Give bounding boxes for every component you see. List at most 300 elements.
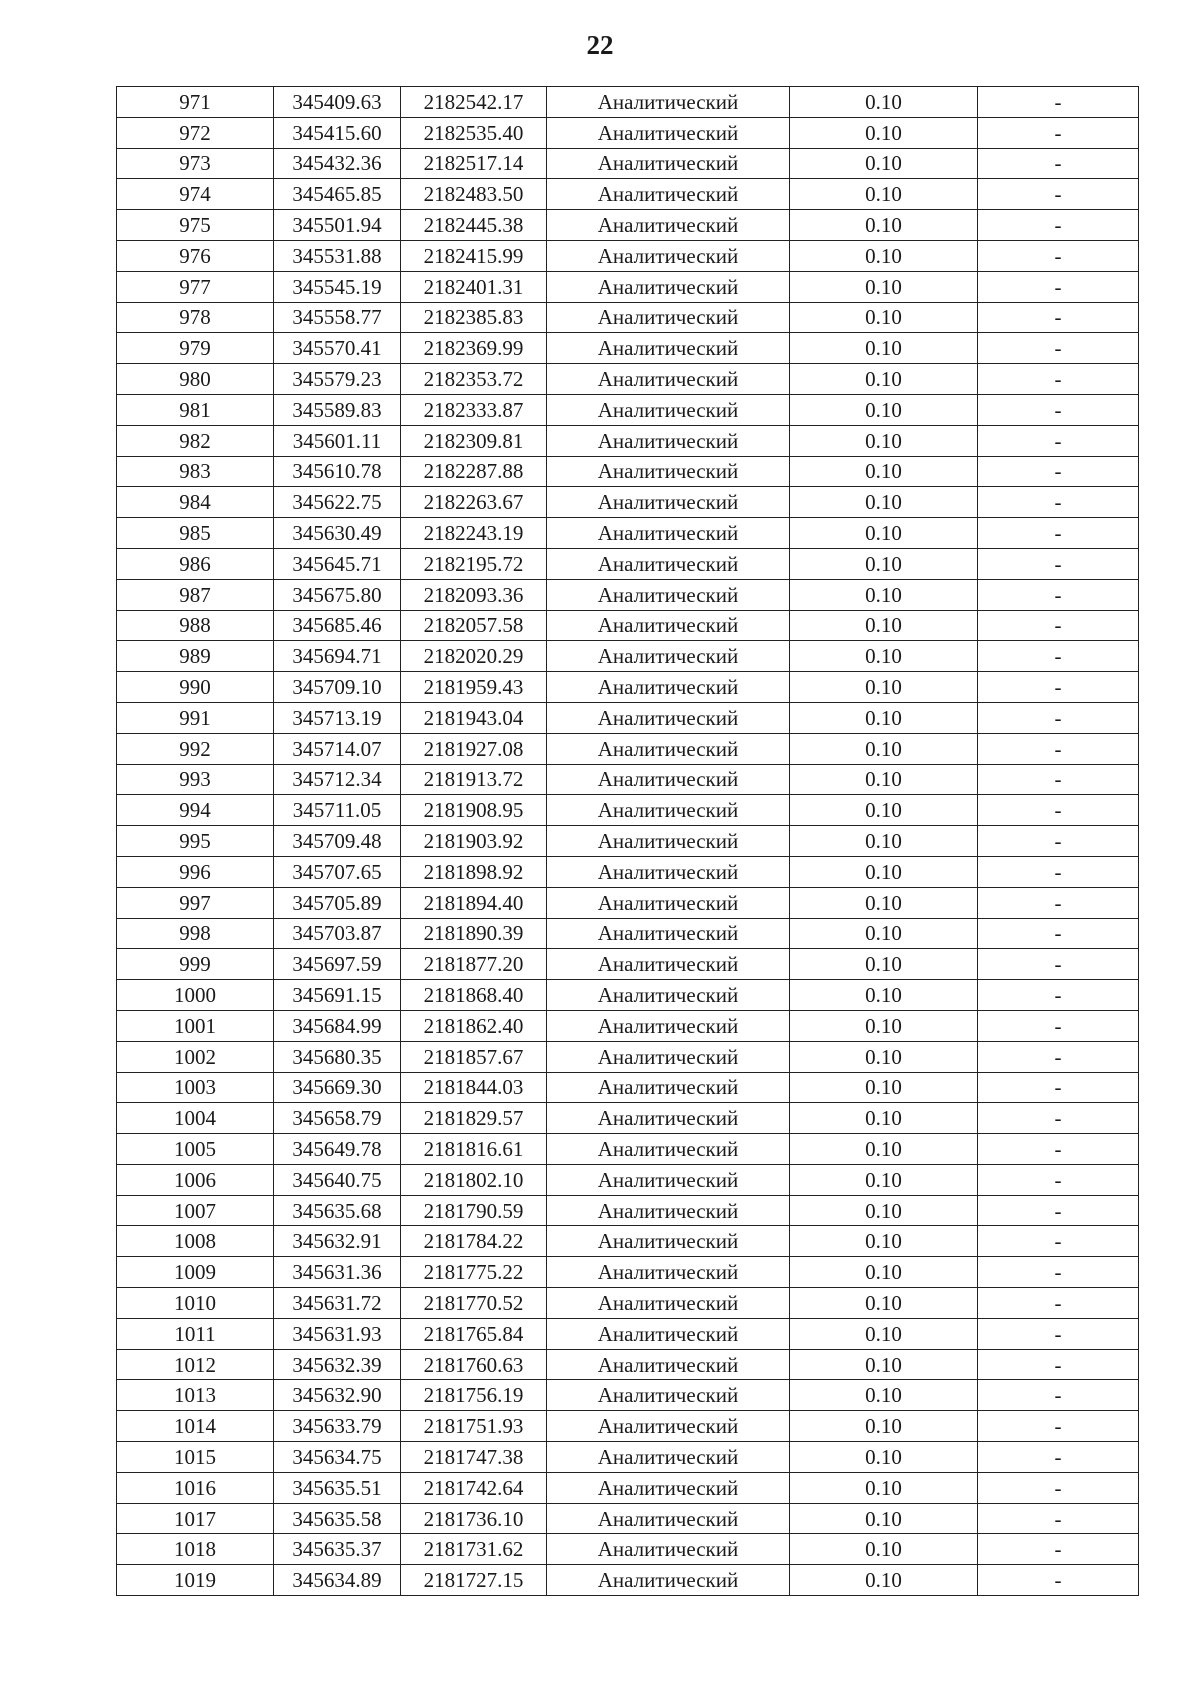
point-number-cell: 1014 — [117, 1411, 274, 1442]
method-cell: Аналитический — [547, 1503, 790, 1534]
table-row — [117, 1349, 1139, 1380]
x-coordinate-cell: 345601.11 — [274, 425, 401, 456]
y-coordinate-cell: 2181747.38 — [401, 1442, 547, 1473]
x-coordinate-cell: 345631.36 — [274, 1257, 401, 1288]
y-coordinate-cell: 2181959.43 — [401, 672, 547, 703]
method-cell: Аналитический — [547, 887, 790, 918]
accuracy-cell: 0.10 — [790, 1288, 978, 1319]
note-cell: - — [978, 826, 1139, 857]
y-coordinate-cell: 2182309.81 — [401, 425, 547, 456]
point-number-cell: 1002 — [117, 1041, 274, 1072]
point-number-cell: 999 — [117, 949, 274, 980]
note-cell: - — [978, 949, 1139, 980]
method-cell: Аналитический — [547, 425, 790, 456]
y-coordinate-cell: 2181913.72 — [401, 764, 547, 795]
table-row — [117, 702, 1139, 733]
point-number-cell: 973 — [117, 148, 274, 179]
point-number-cell: 971 — [117, 87, 274, 118]
x-coordinate-cell: 345610.78 — [274, 456, 401, 487]
table-row — [117, 1288, 1139, 1319]
accuracy-cell: 0.10 — [790, 1257, 978, 1288]
method-cell: Аналитический — [547, 949, 790, 980]
point-number-cell: 975 — [117, 210, 274, 241]
method-cell: Аналитический — [547, 579, 790, 610]
y-coordinate-cell: 2182483.50 — [401, 179, 547, 210]
note-cell: - — [978, 394, 1139, 425]
point-number-cell: 1015 — [117, 1442, 274, 1473]
x-coordinate-cell: 345501.94 — [274, 210, 401, 241]
table-row — [117, 518, 1139, 549]
x-coordinate-cell: 345669.30 — [274, 1072, 401, 1103]
method-cell: Аналитический — [547, 918, 790, 949]
point-number-cell: 1019 — [117, 1565, 274, 1596]
table-row — [117, 117, 1139, 148]
table-row — [117, 1164, 1139, 1195]
accuracy-cell: 0.10 — [790, 1442, 978, 1473]
note-cell: - — [978, 518, 1139, 549]
accuracy-cell: 0.10 — [790, 1565, 978, 1596]
note-cell: - — [978, 918, 1139, 949]
method-cell: Аналитический — [547, 1195, 790, 1226]
note-cell: - — [978, 1134, 1139, 1165]
y-coordinate-cell: 2182353.72 — [401, 364, 547, 395]
accuracy-cell: 0.10 — [790, 1134, 978, 1165]
point-number-cell: 1001 — [117, 1010, 274, 1041]
y-coordinate-cell: 2182415.99 — [401, 240, 547, 271]
point-number-cell: 997 — [117, 887, 274, 918]
x-coordinate-cell: 345645.71 — [274, 548, 401, 579]
point-number-cell: 1012 — [117, 1349, 274, 1380]
accuracy-cell: 0.10 — [790, 764, 978, 795]
x-coordinate-cell: 345685.46 — [274, 610, 401, 641]
x-coordinate-cell: 345635.68 — [274, 1195, 401, 1226]
point-number-cell: 1006 — [117, 1164, 274, 1195]
x-coordinate-cell: 345545.19 — [274, 271, 401, 302]
table-row — [117, 302, 1139, 333]
method-cell: Аналитический — [547, 1257, 790, 1288]
note-cell: - — [978, 1257, 1139, 1288]
x-coordinate-cell: 345713.19 — [274, 702, 401, 733]
note-cell: - — [978, 240, 1139, 271]
note-cell: - — [978, 1288, 1139, 1319]
accuracy-cell: 0.10 — [790, 1380, 978, 1411]
note-cell: - — [978, 1226, 1139, 1257]
note-cell: - — [978, 456, 1139, 487]
note-cell: - — [978, 333, 1139, 364]
method-cell: Аналитический — [547, 148, 790, 179]
accuracy-cell: 0.10 — [790, 1349, 978, 1380]
method-cell: Аналитический — [547, 733, 790, 764]
x-coordinate-cell: 345632.90 — [274, 1380, 401, 1411]
y-coordinate-cell: 2181727.15 — [401, 1565, 547, 1596]
y-coordinate-cell: 2182517.14 — [401, 148, 547, 179]
method-cell: Аналитический — [547, 302, 790, 333]
table-row — [117, 1010, 1139, 1041]
method-cell: Аналитический — [547, 518, 790, 549]
table-row — [117, 364, 1139, 395]
point-number-cell: 977 — [117, 271, 274, 302]
table-row — [117, 1442, 1139, 1473]
accuracy-cell: 0.10 — [790, 702, 978, 733]
y-coordinate-cell: 2182401.31 — [401, 271, 547, 302]
note-cell: - — [978, 887, 1139, 918]
y-coordinate-cell: 2181829.57 — [401, 1103, 547, 1134]
point-number-cell: 984 — [117, 487, 274, 518]
x-coordinate-cell: 345635.51 — [274, 1472, 401, 1503]
x-coordinate-cell: 345640.75 — [274, 1164, 401, 1195]
method-cell: Аналитический — [547, 672, 790, 703]
method-cell: Аналитический — [547, 117, 790, 148]
note-cell: - — [978, 1442, 1139, 1473]
note-cell: - — [978, 1164, 1139, 1195]
x-coordinate-cell: 345684.99 — [274, 1010, 401, 1041]
accuracy-cell: 0.10 — [790, 1318, 978, 1349]
y-coordinate-cell: 2182020.29 — [401, 641, 547, 672]
method-cell: Аналитический — [547, 1380, 790, 1411]
point-number-cell: 983 — [117, 456, 274, 487]
x-coordinate-cell: 345709.48 — [274, 826, 401, 857]
point-number-cell: 976 — [117, 240, 274, 271]
note-cell: - — [978, 1349, 1139, 1380]
accuracy-cell: 0.10 — [790, 394, 978, 425]
point-number-cell: 1013 — [117, 1380, 274, 1411]
method-cell: Аналитический — [547, 1072, 790, 1103]
table-row — [117, 1380, 1139, 1411]
table-row — [117, 1472, 1139, 1503]
point-number-cell: 980 — [117, 364, 274, 395]
x-coordinate-cell: 345714.07 — [274, 733, 401, 764]
y-coordinate-cell: 2181756.19 — [401, 1380, 547, 1411]
method-cell: Аналитический — [547, 1565, 790, 1596]
accuracy-cell: 0.10 — [790, 856, 978, 887]
accuracy-cell: 0.10 — [790, 302, 978, 333]
method-cell: Аналитический — [547, 333, 790, 364]
method-cell: Аналитический — [547, 240, 790, 271]
note-cell: - — [978, 302, 1139, 333]
x-coordinate-cell: 345712.34 — [274, 764, 401, 795]
point-number-cell: 1008 — [117, 1226, 274, 1257]
point-number-cell: 1007 — [117, 1195, 274, 1226]
note-cell: - — [978, 548, 1139, 579]
y-coordinate-cell: 2181765.84 — [401, 1318, 547, 1349]
point-number-cell: 982 — [117, 425, 274, 456]
note-cell: - — [978, 795, 1139, 826]
method-cell: Аналитический — [547, 764, 790, 795]
note-cell: - — [978, 1503, 1139, 1534]
accuracy-cell: 0.10 — [790, 1226, 978, 1257]
point-number-cell: 1009 — [117, 1257, 274, 1288]
point-number-cell: 987 — [117, 579, 274, 610]
table-row — [117, 1534, 1139, 1565]
method-cell: Аналитический — [547, 394, 790, 425]
y-coordinate-cell: 2181898.92 — [401, 856, 547, 887]
table-row — [117, 87, 1139, 118]
method-cell: Аналитический — [547, 1164, 790, 1195]
table-row — [117, 856, 1139, 887]
accuracy-cell: 0.10 — [790, 1103, 978, 1134]
note-cell: - — [978, 733, 1139, 764]
method-cell: Аналитический — [547, 1442, 790, 1473]
table-row — [117, 425, 1139, 456]
x-coordinate-cell: 345697.59 — [274, 949, 401, 980]
x-coordinate-cell: 345705.89 — [274, 887, 401, 918]
x-coordinate-cell: 345635.58 — [274, 1503, 401, 1534]
accuracy-cell: 0.10 — [790, 1041, 978, 1072]
note-cell: - — [978, 641, 1139, 672]
table-row — [117, 733, 1139, 764]
coordinates-table — [116, 86, 1139, 1596]
method-cell: Аналитический — [547, 856, 790, 887]
y-coordinate-cell: 2181742.64 — [401, 1472, 547, 1503]
table-row — [117, 918, 1139, 949]
point-number-cell: 972 — [117, 117, 274, 148]
method-cell: Аналитический — [547, 548, 790, 579]
table-row — [117, 579, 1139, 610]
method-cell: Аналитический — [547, 1226, 790, 1257]
point-number-cell: 1000 — [117, 980, 274, 1011]
note-cell: - — [978, 87, 1139, 118]
y-coordinate-cell: 2182542.17 — [401, 87, 547, 118]
table-row — [117, 1257, 1139, 1288]
accuracy-cell: 0.10 — [790, 672, 978, 703]
note-cell: - — [978, 148, 1139, 179]
note-cell: - — [978, 1010, 1139, 1041]
note-cell: - — [978, 425, 1139, 456]
x-coordinate-cell: 345531.88 — [274, 240, 401, 271]
note-cell: - — [978, 210, 1139, 241]
note-cell: - — [978, 1318, 1139, 1349]
y-coordinate-cell: 2181877.20 — [401, 949, 547, 980]
accuracy-cell: 0.10 — [790, 826, 978, 857]
table-row — [117, 456, 1139, 487]
method-cell: Аналитический — [547, 610, 790, 641]
method-cell: Аналитический — [547, 1318, 790, 1349]
y-coordinate-cell: 2181736.10 — [401, 1503, 547, 1534]
x-coordinate-cell: 345634.89 — [274, 1565, 401, 1596]
note-cell: - — [978, 856, 1139, 887]
y-coordinate-cell: 2182445.38 — [401, 210, 547, 241]
x-coordinate-cell: 345630.49 — [274, 518, 401, 549]
method-cell: Аналитический — [547, 1134, 790, 1165]
method-cell: Аналитический — [547, 271, 790, 302]
table-row — [117, 795, 1139, 826]
point-number-cell: 988 — [117, 610, 274, 641]
y-coordinate-cell: 2181802.10 — [401, 1164, 547, 1195]
accuracy-cell: 0.10 — [790, 425, 978, 456]
accuracy-cell: 0.10 — [790, 548, 978, 579]
accuracy-cell: 0.10 — [790, 1503, 978, 1534]
y-coordinate-cell: 2181816.61 — [401, 1134, 547, 1165]
y-coordinate-cell: 2182057.58 — [401, 610, 547, 641]
x-coordinate-cell: 345711.05 — [274, 795, 401, 826]
point-number-cell: 1003 — [117, 1072, 274, 1103]
point-number-cell: 1016 — [117, 1472, 274, 1503]
table-row — [117, 949, 1139, 980]
point-number-cell: 992 — [117, 733, 274, 764]
table-row — [117, 980, 1139, 1011]
point-number-cell: 993 — [117, 764, 274, 795]
accuracy-cell: 0.10 — [790, 918, 978, 949]
y-coordinate-cell: 2182333.87 — [401, 394, 547, 425]
table-row — [117, 179, 1139, 210]
note-cell: - — [978, 487, 1139, 518]
note-cell: - — [978, 1472, 1139, 1503]
table-row — [117, 1411, 1139, 1442]
coordinates-table-body — [117, 87, 1139, 1596]
method-cell: Аналитический — [547, 1103, 790, 1134]
x-coordinate-cell: 345632.39 — [274, 1349, 401, 1380]
note-cell: - — [978, 1072, 1139, 1103]
table-row — [117, 548, 1139, 579]
point-number-cell: 998 — [117, 918, 274, 949]
accuracy-cell: 0.10 — [790, 333, 978, 364]
x-coordinate-cell: 345415.60 — [274, 117, 401, 148]
method-cell: Аналитический — [547, 1411, 790, 1442]
x-coordinate-cell: 345632.91 — [274, 1226, 401, 1257]
y-coordinate-cell: 2181894.40 — [401, 887, 547, 918]
x-coordinate-cell: 345570.41 — [274, 333, 401, 364]
accuracy-cell: 0.10 — [790, 887, 978, 918]
table-row — [117, 641, 1139, 672]
note-cell: - — [978, 764, 1139, 795]
x-coordinate-cell: 345465.85 — [274, 179, 401, 210]
accuracy-cell: 0.10 — [790, 117, 978, 148]
method-cell: Аналитический — [547, 210, 790, 241]
point-number-cell: 1017 — [117, 1503, 274, 1534]
y-coordinate-cell: 2181844.03 — [401, 1072, 547, 1103]
x-coordinate-cell: 345622.75 — [274, 487, 401, 518]
y-coordinate-cell: 2181784.22 — [401, 1226, 547, 1257]
accuracy-cell: 0.10 — [790, 949, 978, 980]
y-coordinate-cell: 2181943.04 — [401, 702, 547, 733]
point-number-cell: 986 — [117, 548, 274, 579]
y-coordinate-cell: 2181908.95 — [401, 795, 547, 826]
accuracy-cell: 0.10 — [790, 518, 978, 549]
point-number-cell: 995 — [117, 826, 274, 857]
method-cell: Аналитический — [547, 1534, 790, 1565]
method-cell: Аналитический — [547, 795, 790, 826]
x-coordinate-cell: 345635.37 — [274, 1534, 401, 1565]
point-number-cell: 974 — [117, 179, 274, 210]
method-cell: Аналитический — [547, 487, 790, 518]
method-cell: Аналитический — [547, 1349, 790, 1380]
point-number-cell: 994 — [117, 795, 274, 826]
y-coordinate-cell: 2181857.67 — [401, 1041, 547, 1072]
y-coordinate-cell: 2181760.63 — [401, 1349, 547, 1380]
accuracy-cell: 0.10 — [790, 1534, 978, 1565]
note-cell: - — [978, 1195, 1139, 1226]
method-cell: Аналитический — [547, 1472, 790, 1503]
table-row — [117, 1318, 1139, 1349]
page-number: 22 — [586, 30, 614, 60]
table-row — [117, 148, 1139, 179]
accuracy-cell: 0.10 — [790, 364, 978, 395]
x-coordinate-cell: 345589.83 — [274, 394, 401, 425]
point-number-cell: 978 — [117, 302, 274, 333]
y-coordinate-cell: 2181775.22 — [401, 1257, 547, 1288]
method-cell: Аналитический — [547, 87, 790, 118]
accuracy-cell: 0.10 — [790, 1164, 978, 1195]
method-cell: Аналитический — [547, 1041, 790, 1072]
y-coordinate-cell: 2182195.72 — [401, 548, 547, 579]
table-row — [117, 1195, 1139, 1226]
table-row — [117, 887, 1139, 918]
y-coordinate-cell: 2181770.52 — [401, 1288, 547, 1319]
point-number-cell: 991 — [117, 702, 274, 733]
point-number-cell: 1010 — [117, 1288, 274, 1319]
accuracy-cell: 0.10 — [790, 980, 978, 1011]
y-coordinate-cell: 2182263.67 — [401, 487, 547, 518]
x-coordinate-cell: 345631.72 — [274, 1288, 401, 1319]
x-coordinate-cell: 345634.75 — [274, 1442, 401, 1473]
table-row — [117, 1134, 1139, 1165]
note-cell: - — [978, 1565, 1139, 1596]
x-coordinate-cell: 345658.79 — [274, 1103, 401, 1134]
y-coordinate-cell: 2181790.59 — [401, 1195, 547, 1226]
point-number-cell: 989 — [117, 641, 274, 672]
y-coordinate-cell: 2182093.36 — [401, 579, 547, 610]
table-row — [117, 1103, 1139, 1134]
table-row — [117, 210, 1139, 241]
note-cell: - — [978, 364, 1139, 395]
table-row — [117, 240, 1139, 271]
method-cell: Аналитический — [547, 980, 790, 1011]
note-cell: - — [978, 117, 1139, 148]
y-coordinate-cell: 2182287.88 — [401, 456, 547, 487]
accuracy-cell: 0.10 — [790, 641, 978, 672]
accuracy-cell: 0.10 — [790, 1072, 978, 1103]
point-number-cell: 1018 — [117, 1534, 274, 1565]
x-coordinate-cell: 345579.23 — [274, 364, 401, 395]
method-cell: Аналитический — [547, 179, 790, 210]
method-cell: Аналитический — [547, 1288, 790, 1319]
table-row — [117, 826, 1139, 857]
table-row — [117, 1503, 1139, 1534]
accuracy-cell: 0.10 — [790, 733, 978, 764]
method-cell: Аналитический — [547, 702, 790, 733]
x-coordinate-cell: 345649.78 — [274, 1134, 401, 1165]
method-cell: Аналитический — [547, 826, 790, 857]
method-cell: Аналитический — [547, 456, 790, 487]
accuracy-cell: 0.10 — [790, 1010, 978, 1041]
y-coordinate-cell: 2182385.83 — [401, 302, 547, 333]
table-row — [117, 487, 1139, 518]
note-cell: - — [978, 1534, 1139, 1565]
table-row — [117, 271, 1139, 302]
x-coordinate-cell: 345432.36 — [274, 148, 401, 179]
accuracy-cell: 0.10 — [790, 148, 978, 179]
note-cell: - — [978, 1041, 1139, 1072]
point-number-cell: 985 — [117, 518, 274, 549]
y-coordinate-cell: 2181868.40 — [401, 980, 547, 1011]
note-cell: - — [978, 672, 1139, 703]
table-row — [117, 1041, 1139, 1072]
table-row — [117, 394, 1139, 425]
accuracy-cell: 0.10 — [790, 579, 978, 610]
note-cell: - — [978, 610, 1139, 641]
accuracy-cell: 0.10 — [790, 1195, 978, 1226]
note-cell: - — [978, 1380, 1139, 1411]
y-coordinate-cell: 2181890.39 — [401, 918, 547, 949]
y-coordinate-cell: 2181903.92 — [401, 826, 547, 857]
method-cell: Аналитический — [547, 364, 790, 395]
accuracy-cell: 0.10 — [790, 795, 978, 826]
y-coordinate-cell: 2181927.08 — [401, 733, 547, 764]
x-coordinate-cell: 345694.71 — [274, 641, 401, 672]
point-number-cell: 981 — [117, 394, 274, 425]
table-row — [117, 1565, 1139, 1596]
x-coordinate-cell: 345558.77 — [274, 302, 401, 333]
